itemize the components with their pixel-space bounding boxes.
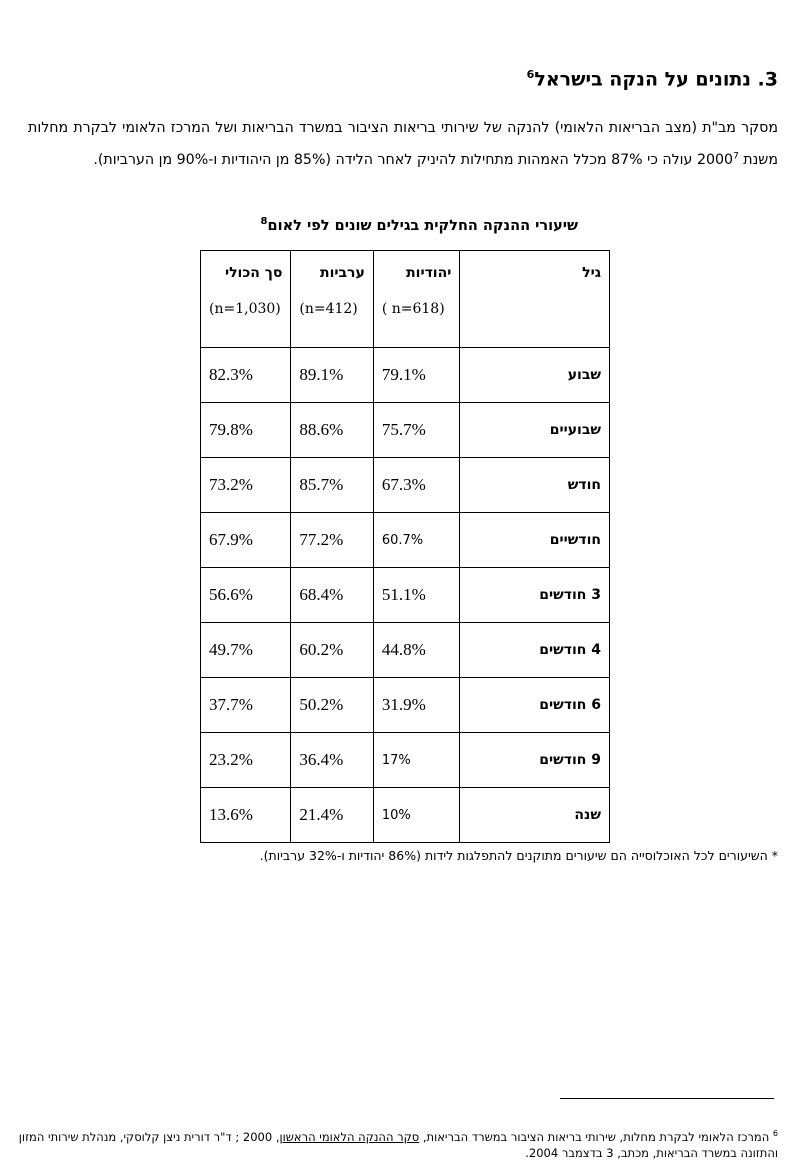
cell-total: 82.3%: [201, 348, 291, 403]
table-row: [201, 458, 610, 513]
footnote-ref-7[interactable]: 7: [733, 151, 739, 162]
table-row: [201, 568, 610, 623]
footnote-6: [18, 1126, 778, 1161]
header-arab-label: ערביות: [320, 265, 365, 281]
cell-jewish: 51.1%: [373, 568, 460, 623]
footnote-6-text-1: המרכז הלאומי לבקרת מחלות, שירותי בריאות הציבור במשרד הבריאות,: [419, 1129, 770, 1144]
table-row: [201, 623, 610, 678]
header-arab: [291, 251, 373, 348]
table-title: [261, 216, 578, 234]
footnote-6-marker: 6: [772, 1129, 778, 1138]
cell-total: 67.9%: [201, 513, 291, 568]
row-age: שבועיים: [460, 403, 610, 458]
table-row: [201, 348, 610, 403]
table-row: [201, 403, 610, 458]
header-jewish-n: ( n=618): [381, 301, 445, 317]
cell-arab: 77.2%: [291, 513, 373, 568]
row-age: 4 חודשים: [460, 623, 610, 678]
cell-jewish: 44.8%: [373, 623, 460, 678]
cell-jewish: 10%: [373, 788, 460, 843]
cell-arab: 68.4%: [291, 568, 373, 623]
cell-total: 23.2%: [201, 733, 291, 788]
cell-total: 13.6%: [201, 788, 291, 843]
table-header-row: [201, 251, 610, 348]
paragraph-text-2: עולה כי 87% מכלל האמהות מתחילות להיניק לאחר הלידה (85% מן היהודיות ו-90% מן הערביות).: [93, 152, 697, 168]
cell-jewish: 31.9%: [373, 678, 460, 733]
cell-arab: 60.2%: [291, 623, 373, 678]
cell-jewish: 75.7%: [373, 403, 460, 458]
table-note: * השיעורים לכל האוכלוסייה הם שיעורים מתוקנים להתפלגות לידות (86% יהודיות ו-32% ערביות).: [259, 848, 778, 863]
cell-jewish: 60.7%: [373, 513, 460, 568]
header-jewish: [373, 251, 460, 348]
cell-total: 37.7%: [201, 678, 291, 733]
row-age: שנה: [460, 788, 610, 843]
row-age: חודש: [460, 458, 610, 513]
header-total: [201, 251, 291, 348]
header-total-n: (n=1,030): [209, 301, 281, 317]
table-row: [201, 513, 610, 568]
section-title: 3. נתונים על הנקה בישראל: [534, 68, 778, 91]
paragraph-text-1: מסקר מב"ת (מצב הבריאות הלאומי) להנקה של שירותי בריאות הציבור במשרד הבריאות ושל המרכז הלאומי לבקרת מחלות משנת 2000: [28, 120, 778, 168]
cell-total: 73.2%: [201, 458, 291, 513]
cell-arab: 88.6%: [291, 403, 373, 458]
cell-arab: 21.4%: [291, 788, 373, 843]
cell-arab: 89.1%: [291, 348, 373, 403]
breastfeeding-table: [200, 250, 610, 843]
footnote-divider: [560, 1098, 774, 1099]
cell-jewish: 67.3%: [373, 458, 460, 513]
cell-jewish: 79.1%: [373, 348, 460, 403]
table-title-text: שיעורי ההנקה החלקית בגילים שונים לפי לאום: [267, 217, 578, 234]
header-arab-n: (n=412): [299, 301, 358, 317]
header-age-label: גיל: [582, 265, 601, 281]
header-age: [460, 251, 610, 348]
table-row: [201, 733, 610, 788]
cell-total: 49.7%: [201, 623, 291, 678]
cell-arab: 50.2%: [291, 678, 373, 733]
row-age: שבוע: [460, 348, 610, 403]
header-jewish-label: יהודיות: [406, 265, 452, 281]
footnote-ref-8[interactable]: 8: [260, 216, 268, 227]
table-row: [201, 678, 610, 733]
cell-total: 79.8%: [201, 403, 291, 458]
footnote-6-survey-title: סקר ההנקה הלאומי הראשון: [279, 1129, 420, 1144]
table-row: [201, 788, 610, 843]
row-age: חודשיים: [460, 513, 610, 568]
cell-jewish: 17%: [373, 733, 460, 788]
row-age: 6 חודשים: [460, 678, 610, 733]
row-age: 3 חודשים: [460, 568, 610, 623]
cell-arab: 85.7%: [291, 458, 373, 513]
header-total-label: סך הכולי: [224, 265, 283, 281]
intro-paragraph: [28, 112, 778, 176]
footnote-ref-6[interactable]: 6: [526, 68, 535, 81]
section-heading: [527, 68, 778, 90]
row-age: 9 חודשים: [460, 733, 610, 788]
footnote-6-text-2: , 2000 ; ד"ר דורית ניצן קלוסקי, מנהלת שירותי המזון והתזונה במשרד הבריאות, מכתב, 3 בדצמבר 2004.: [18, 1129, 778, 1160]
cell-total: 56.6%: [201, 568, 291, 623]
cell-arab: 36.4%: [291, 733, 373, 788]
